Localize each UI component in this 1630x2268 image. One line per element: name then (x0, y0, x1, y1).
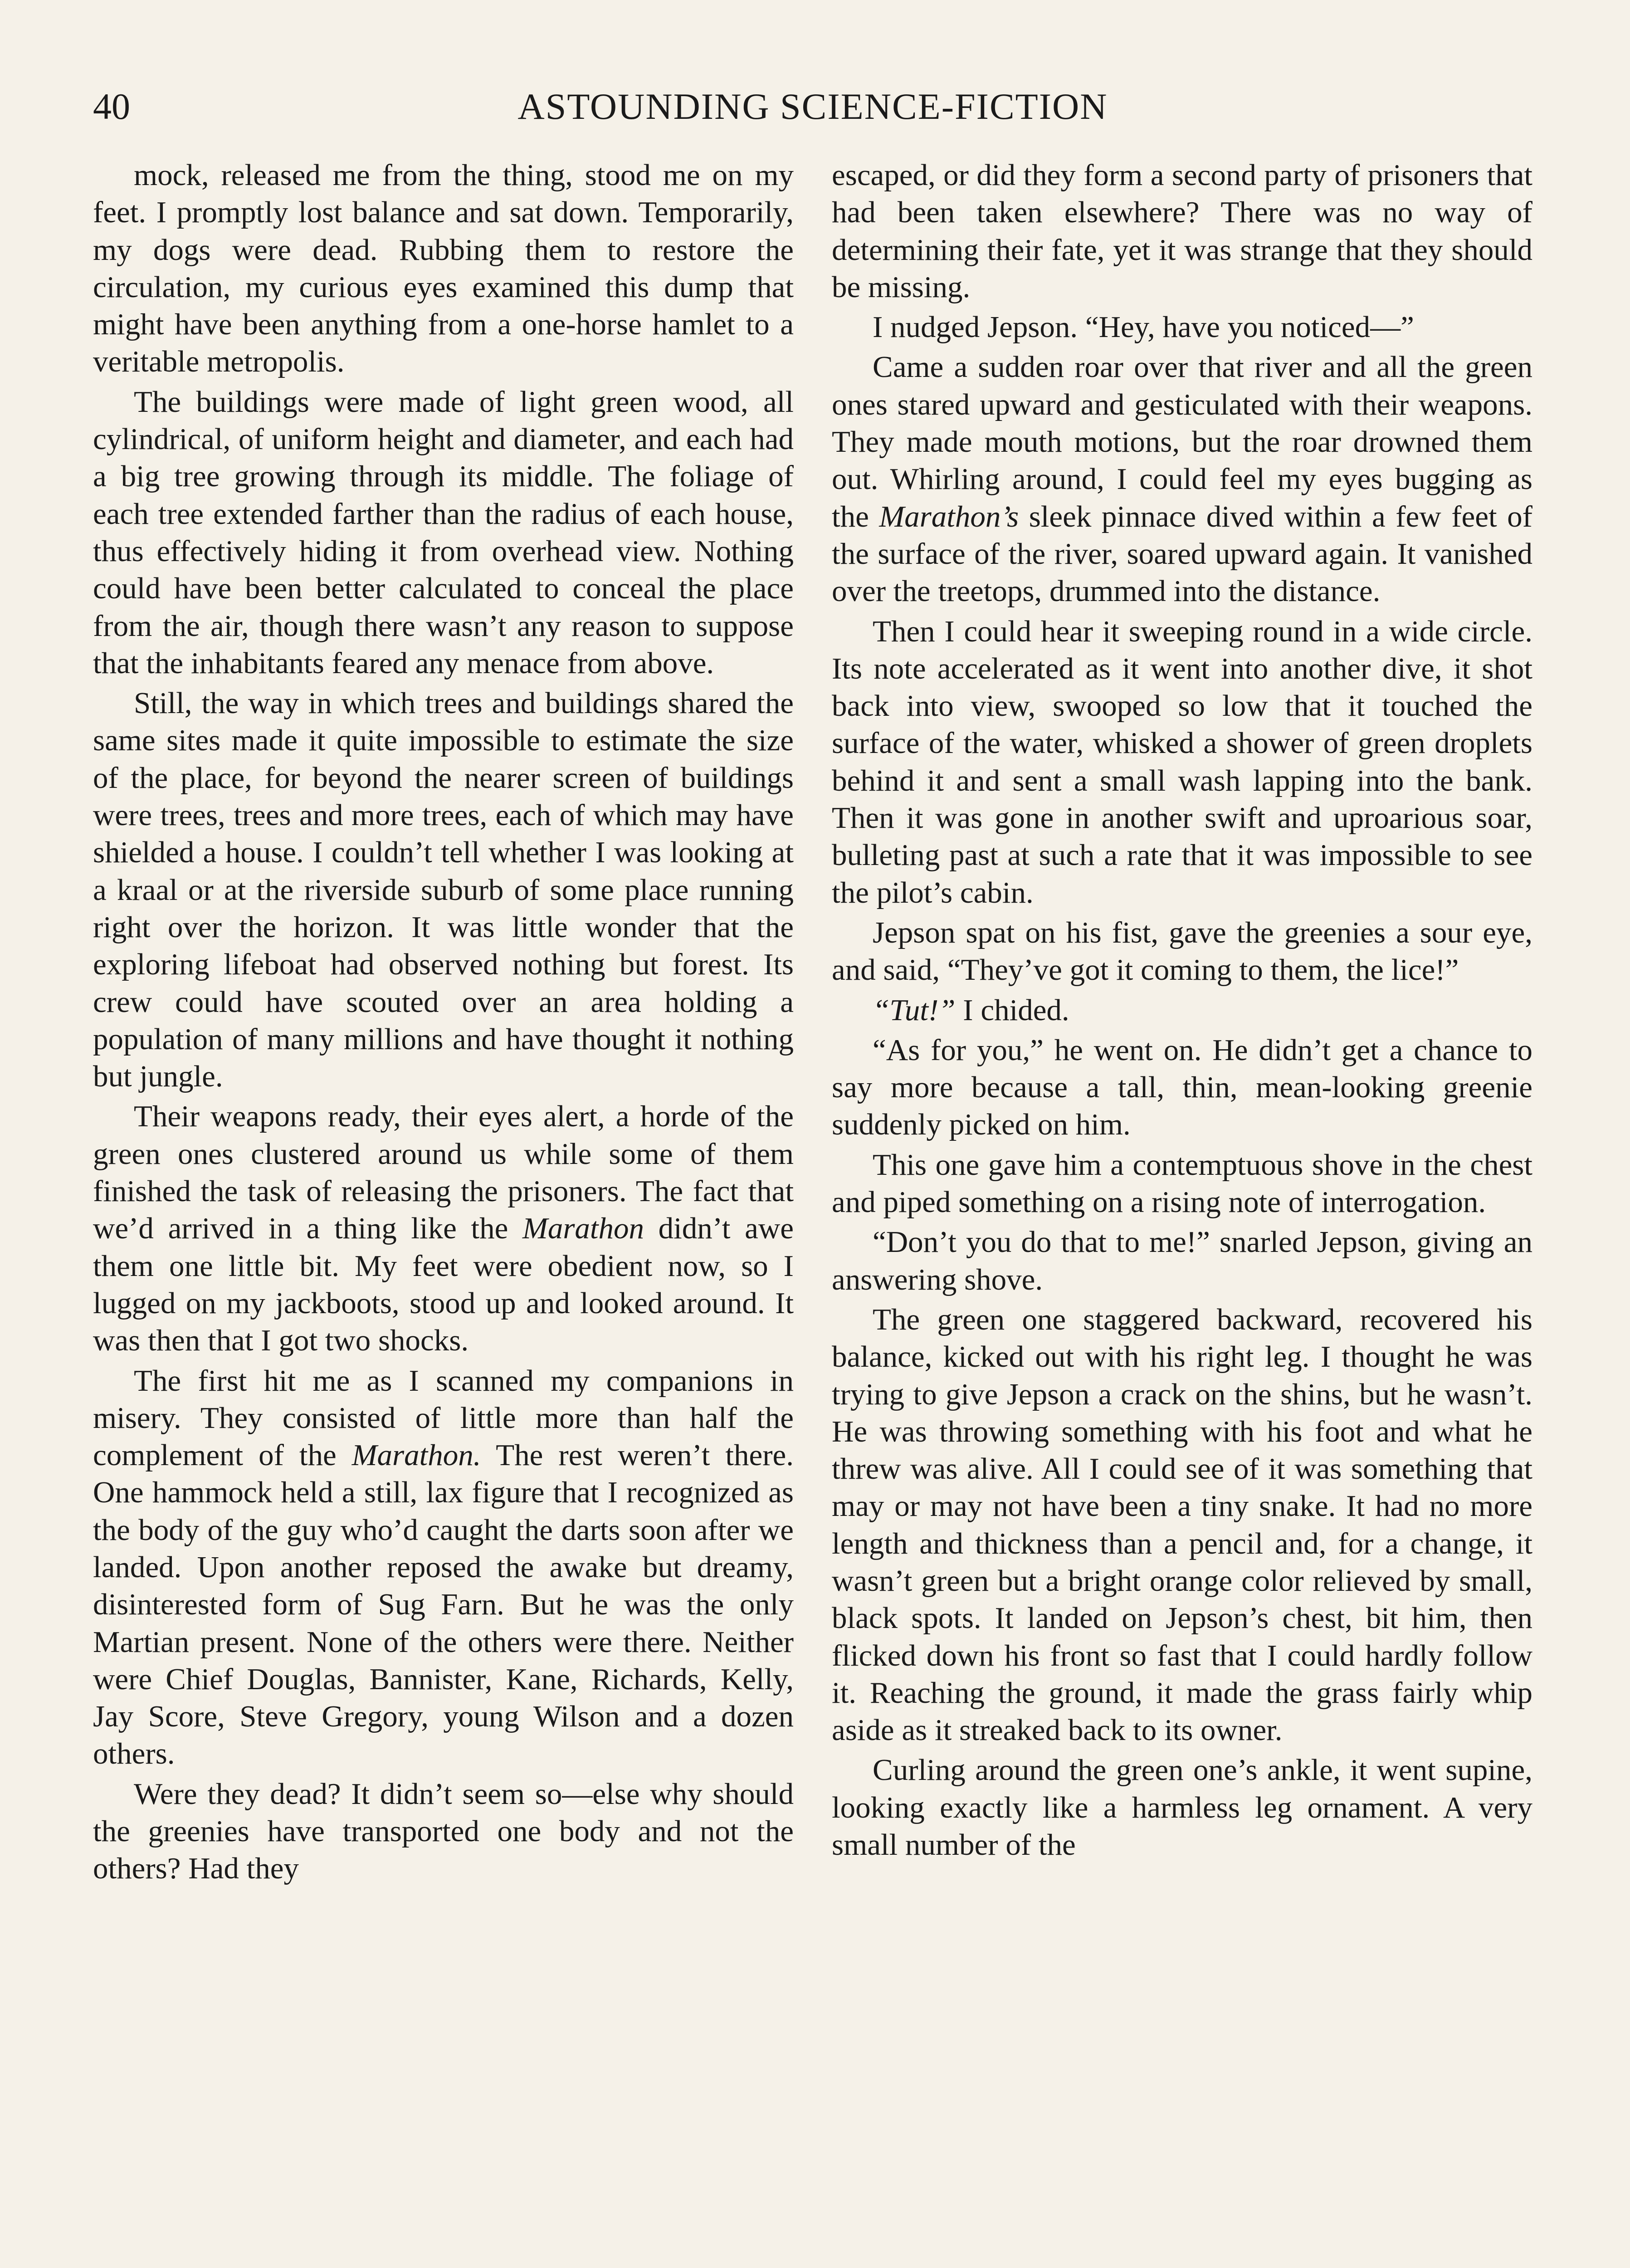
paragraph-text: sleek pinnace dived within a few feet of the surface of the river, soared upward again. It vanished over the treetops, drummed into the distance. (832, 499, 1532, 608)
paragraph (832, 1751, 1532, 1863)
paragraph (93, 1362, 794, 1773)
paragraph-text: Were they dead? It didn’t seem so—else why should the greenies have transported one body and not the others? Had they (93, 1777, 794, 1886)
right-column (832, 156, 1532, 2268)
paragraph-text: The buildings were made of light green wood, all cylindrical, of uniform height and diameter, and each had a big tree growing through its middle. The foliage of each tree extended farther than the radius of each house, thus effectively hiding it from overhead view. Nothing could have been better calculated to conceal the place from the air, though there wasn’t any reason to suppose that the inhabitants feared any menace from above. (93, 385, 794, 680)
paragraph-text: escaped, or did they form a second party of prisoners that had been taken elsewhere? There was no way of determining their fate, yet it was strange that they should be missing. (832, 158, 1532, 304)
paragraph-text: Curling around the green one’s ankle, it went supine, looking exactly like a harmless leg ornament. A very small number of the (832, 1753, 1532, 1862)
paragraph-text: Jepson spat on his fist, gave the greenies a sour eye, and said, “They’ve got it coming to them, the lice!” (832, 915, 1532, 987)
paragraph (93, 684, 794, 1095)
paragraph-text: “As for you,” he went on. He didn’t get a chance to say more because a tall, thin, mean-looking greenie suddenly picked on him. (832, 1033, 1532, 1142)
paragraph (93, 156, 794, 381)
paragraph (93, 1098, 794, 1359)
paragraph (832, 156, 1532, 306)
paragraph-text: I chided. (955, 993, 1069, 1027)
paragraph (832, 308, 1532, 346)
paragraph (832, 1223, 1532, 1298)
italic-text: Marathon (522, 1212, 644, 1246)
paragraph-text: This one gave him a contemptuous shove in the chest and piped something on a rising note of interrogation. (832, 1148, 1532, 1219)
paragraph (832, 992, 1532, 1029)
paragraph (93, 383, 794, 682)
paragraph (832, 914, 1532, 989)
paragraph-text: “Don’t you do that to me!” snarled Jepson, giving an answering shove. (832, 1225, 1532, 1296)
paragraph-text: Came a sudden roar over that river and all the green ones stared upward and gesticulated with their weapons. They made mouth motions, but the roar drowned them out. Whirling around, I could feel my eyes bugging as the (832, 350, 1532, 533)
paragraph-text: Still, the way in which trees and buildings shared the same sites made it quite impossible to estimate the size of the place, for beyond the nearer screen of buildings were trees, trees and more trees, each of which may have shielded a house. I couldn’t tell whether I was looking at a kraal or at the riverside suburb of some place running right over the horizon. It was little wonder that the exploring lifeboat had observed nothing but forest. Its crew could have scouted over an area holding a population of many millions and have thought it nothing but jungle. (93, 686, 794, 1094)
paragraph-text: The rest weren’t there. One hammock held a still, lax figure that I recognized as the body of the guy who’d caught the darts soon after we landed. Upon another reposed the awake but dreamy, disinterested form of Sug Farn. But he was the only Martian present. None of the others were there. Neither were Chief Douglas, Bannister, Kane, Richards, Kelly, Jay Score, Steve Gregory, young Wilson and a dozen others. (93, 1438, 794, 1771)
paragraph (832, 613, 1532, 911)
paragraph-text: The first hit me as I scanned my companions in misery. They consisted of little more than half the complement of the (93, 1364, 794, 1472)
paragraph-text: mock, released me from the thing, stood me on my feet. I promptly lost balance and sat down. Temporarily, my dogs were dead. Rubbing them to restore the circulation, my curious eyes examined this dump that might have been anything from a one-horse hamlet to a veritable metropolis. (93, 158, 794, 379)
page-number: 40 (93, 86, 130, 127)
paragraph-text: Their weapons ready, their eyes alert, a horde of the green ones clustered around us while some of them finished the task of releasing the prisoners. The fact that we’d arrived in a thing like the (93, 1100, 794, 1246)
text-columns (93, 156, 1532, 2268)
paragraph (832, 348, 1532, 610)
paragraph (832, 1146, 1532, 1221)
paragraph-text: didn’t awe them one little bit. My feet were obedient now, so I lugged on my jackboots, stood up and looked around. It was then that I got two shocks. (93, 1212, 794, 1358)
italic-text: Marathon. (351, 1438, 481, 1472)
italic-text: Marathon’s (879, 499, 1019, 533)
page-header (93, 84, 1532, 138)
paragraph (832, 1301, 1532, 1749)
running-title: ASTOUNDING SCIENCE-FICTION (517, 86, 1108, 127)
paragraph-text: Then I could hear it sweeping round in a wide circle. Its note accelerated as it went into another dive, it shot back into view, swooped so low that it touched the surface of the water, whisked a shower of green droplets behind it and sent a small wash lapping into the bank. Then it was gone in another swift and uproarious soar, bulleting past at such a rate that it was impossible to see the pilot’s cabin. (832, 614, 1532, 909)
paragraph (832, 1031, 1532, 1144)
italic-text: “Tut!” (873, 993, 956, 1027)
left-column (93, 156, 794, 2268)
paragraph-text: I nudged Jepson. “Hey, have you noticed—” (873, 310, 1414, 344)
paragraph (93, 1775, 794, 1887)
paragraph-text: The green one staggered backward, recovered his balance, kicked out with his right leg. I thought he was trying to give Jepson a crack on the shins, but he wasn’t. He was throwing something with his foot and what he threw was alive. All I could see of it was something that may or may not have been a tiny snake. It had no more length and thickness than a pencil and, for a change, it wasn’t green but a bright orange color relieved by small, black spots. It landed on Jepson’s chest, bit him, then flicked down his front so fast that I could hardly follow it. Reaching the ground, it made the grass fairly whip aside as it streaked back to its owner. (832, 1302, 1532, 1747)
